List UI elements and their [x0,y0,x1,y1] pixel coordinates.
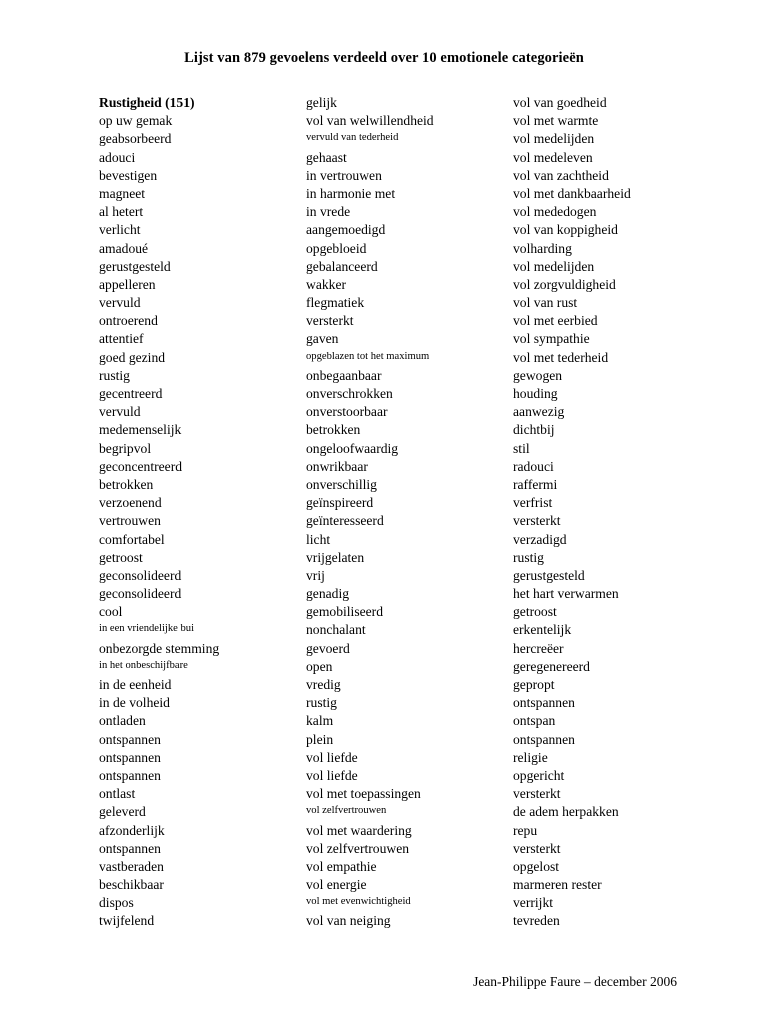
feeling-word: ontlast [99,786,136,802]
feeling-word: in vertrouwen [306,167,382,183]
feeling-word: aanwezig [513,404,565,420]
category-heading: Rustigheid (151) [99,95,195,110]
feeling-word: vol mededogen [513,204,597,220]
feeling-word: vastberaden [99,858,164,874]
feeling-word: onbezorgde stemming [99,640,220,656]
feeling-word: al hetert [99,204,144,220]
feeling-word: opgelost [513,858,560,874]
feeling-word: afzonderlijk [99,822,165,838]
feeling-word: verrijkt [513,895,554,911]
feeling-word: raffermi [513,476,558,492]
feeling-word: vrij [306,567,325,583]
author-footer: Jean-Philippe Faure – december 2006 [473,974,677,989]
feeling-word: vol medeleven [513,149,593,165]
feeling-word: versterkt [513,513,561,529]
feeling-word: in vrede [306,204,351,220]
feeling-word: appelleren [99,276,156,292]
feeling-word: vol van goedheid [513,95,607,110]
feeling-word: verfrist [513,495,553,511]
feeling-word: geabsorbeerd [99,131,172,147]
feeling-word: het hart verwarmen [513,586,619,602]
feeling-word: hercreëer [513,640,564,656]
feeling-word: dispos [99,895,134,911]
feeling-word: vol met toepassingen [306,786,421,802]
feeling-word: dichtbij [513,422,555,438]
feeling-word: betrokken [306,422,361,438]
feeling-word: vol met eerbied [513,313,598,329]
feeling-word: attentief [99,331,144,347]
feeling-word: vol zorgvuldigheid [513,276,616,292]
feeling-word: geïnspireerd [306,495,374,511]
feeling-word: vol van zachtheid [513,167,609,183]
feeling-word: vol met warmte [513,113,599,129]
word-column-3 [513,94,713,931]
feeling-word: vol medelijden [513,131,595,147]
feeling-word: vervuld [99,295,141,311]
feeling-word: plein [306,731,334,747]
feeling-word: vol van koppigheid [513,222,618,238]
feeling-word: ontladen [99,713,146,729]
feeling-word: versterkt [513,786,561,802]
feeling-word: ontspannen [513,731,575,747]
feeling-word: vervuld van tederheid [306,132,399,144]
feeling-word: gepropt [513,677,555,692]
feeling-word: de adem herpakken [513,804,619,820]
feeling-word: onverschillig [306,476,377,492]
feeling-word: in een vriendelijke bui [99,623,195,635]
feeling-word: ontspannen [513,695,575,711]
feeling-word: vol zelfvertrouwen [306,805,387,817]
feeling-word: gewogen [513,367,563,383]
feeling-word: gelijk [306,95,337,110]
page-title: Lijst van 879 gevoelens verdeeld over 10 emotionele categorieën [184,50,584,66]
word-column-1 [99,94,299,931]
feeling-word: houding [513,386,558,401]
feeling-word: getroost [99,549,143,565]
feeling-word: geleverd [99,804,146,820]
feeling-word: vol met tederheid [513,349,609,365]
feeling-word: tevreden [513,913,560,929]
feeling-word: getroost [513,604,557,620]
feeling-word: radouci [513,458,554,474]
feeling-word: medemenselijk [99,422,182,438]
feeling-word: volharding [513,240,572,256]
feeling-word: ontspannen [99,840,161,856]
feeling-word: verzoenend [99,495,162,511]
feeling-word: vol van rust [513,295,578,311]
feeling-word: geconsolideerd [99,586,182,602]
feeling-word: magneet [99,185,146,201]
feeling-word: amadoué [99,240,149,256]
feeling-word: rustig [513,549,544,565]
feeling-word: ontspannen [99,731,161,747]
feeling-word: cool [99,604,123,620]
feeling-word: gevoerd [306,640,350,656]
feeling-word: vol sympathie [513,331,590,347]
feeling-word: vol met waardering [306,822,412,838]
feeling-word: betrokken [99,476,154,492]
feeling-word: vol liefde [306,767,358,783]
feeling-word: kalm [306,713,334,729]
feeling-word: vertrouwen [99,513,161,529]
feeling-word: erkentelijk [513,622,572,638]
feeling-word: onwrikbaar [306,458,368,474]
feeling-word: wakker [306,276,347,292]
feeling-word: opgebloeid [306,240,367,256]
feeling-word: verzadigd [513,531,567,547]
feeling-word: onverschrokken [306,386,393,401]
feeling-word: ontspan [513,713,556,729]
feeling-word: vrijgelaten [306,549,365,565]
feeling-word: genadig [306,586,350,602]
feeling-word: vol liefde [306,749,358,765]
feeling-word: religie [513,749,548,765]
feeling-word: goed gezind [99,349,166,365]
feeling-word: gerustgesteld [513,567,585,583]
feeling-word: geconsolideerd [99,567,182,583]
feeling-word: verlicht [99,222,141,238]
feeling-word: comfortabel [99,531,165,547]
feeling-word: flegmatiek [306,295,365,311]
feeling-word: vol van welwillendheid [306,113,434,129]
feeling-word: twijfelend [99,913,155,929]
feeling-word: repu [513,822,538,838]
feeling-word: geconcentreerd [99,458,183,474]
feeling-word: versterkt [306,313,354,329]
feeling-word: gebalanceerd [306,258,378,274]
feeling-word: in de eenheid [99,677,172,692]
feeling-word: versterkt [513,840,561,856]
feeling-word: vervuld [99,404,141,420]
feeling-word: ongeloofwaardig [306,440,399,456]
feeling-word: vredig [306,677,341,692]
feeling-word: vol met dankbaarheid [513,185,631,201]
feeling-word: begripvol [99,440,152,456]
feeling-word: gemobiliseerd [306,604,384,620]
feeling-word: geregenereerd [513,658,590,674]
feeling-word: opgeblazen tot het maximum [306,350,430,362]
feeling-word: vol van neiging [306,913,391,929]
feeling-word: ontspannen [99,749,161,765]
feeling-word: aangemoedigd [306,222,386,238]
feeling-word: geïnteresseerd [306,513,384,529]
feeling-word: marmeren rester [513,877,602,893]
feeling-word: vol met evenwichtigheid [306,896,411,908]
feeling-word: ontspannen [99,767,161,783]
feeling-word: gehaast [306,149,347,165]
feeling-word: ontroerend [99,313,158,329]
feeling-word: vol empathie [306,858,377,874]
feeling-word: vol medelijden [513,258,595,274]
feeling-word: gecentreerd [99,386,163,401]
feeling-word: nonchalant [306,622,366,638]
feeling-word: licht [306,531,331,547]
feeling-word: rustig [306,695,337,711]
feeling-word: stil [513,440,530,456]
feeling-word: onbegaanbaar [306,367,382,383]
feeling-word: vol energie [306,877,367,893]
feeling-word: in het onbeschijfbare [99,659,188,671]
feeling-word: opgericht [513,767,565,783]
feeling-word: vol zelfvertrouwen [306,840,410,856]
feeling-word: adouci [99,149,136,165]
feeling-word: onverstoorbaar [306,404,388,420]
feeling-word: rustig [99,367,130,383]
feeling-word: gaven [306,331,339,347]
feeling-word: beschikbaar [99,877,164,893]
word-column-2 [306,94,506,931]
feeling-word: open [306,658,333,674]
feeling-word: bevestigen [99,167,158,183]
feeling-word: gerustgesteld [99,258,171,274]
feeling-word: op uw gemak [99,113,173,129]
feeling-word: in harmonie met [306,185,396,201]
feeling-word: in de volheid [99,695,170,711]
